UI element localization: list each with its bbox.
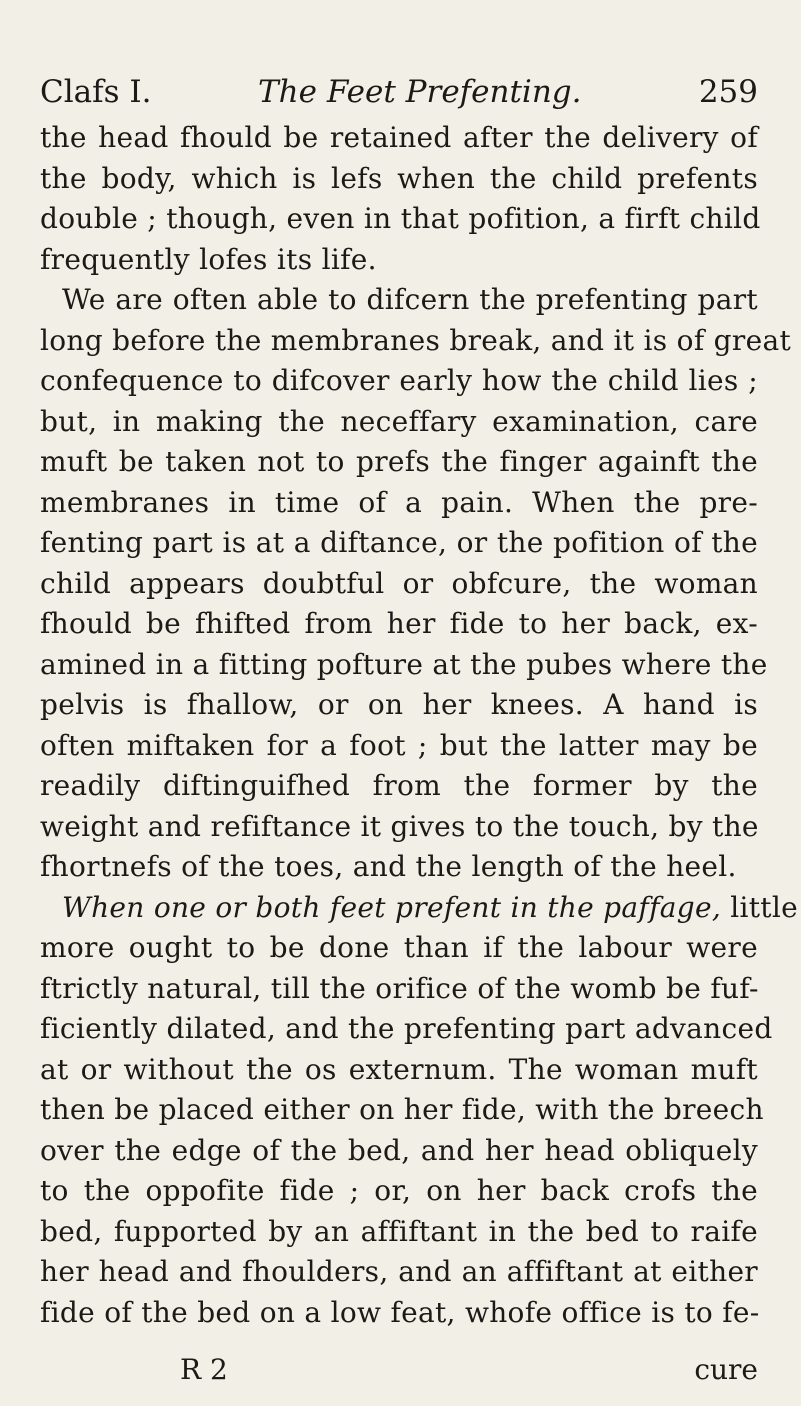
text-line: child appears doubtful or obfcure, the woman — [40, 566, 758, 600]
italic-heading-phrase: When one or both feet prefent in the paffage, — [62, 890, 722, 924]
text-line: the body, which is lefs when the child prefents — [40, 161, 758, 195]
page-footer — [40, 1350, 758, 1390]
text-line: confequence to difcover early how the child lies ; — [40, 364, 758, 397]
running-header — [40, 70, 758, 114]
catchword: cure — [694, 1353, 758, 1386]
text-line: fhould be fhifted from her fide to her back, ex- — [40, 607, 758, 640]
body-text — [40, 118, 798, 1333]
text-line: fhortnefs of the toes, and the length of the heel. — [40, 850, 737, 883]
text-line: frequently lofes its life. — [40, 242, 377, 276]
text-line: but, in making the neceffary examination, care — [40, 404, 758, 438]
text-line: the head fhould be retained after the delivery of — [40, 121, 758, 154]
text-line: double ; though, even in that pofition, a firft child — [40, 202, 761, 235]
text-line: weight and refiftance it gives to the touch, by the — [40, 809, 759, 843]
text-line: fenting part is at a diftance, or the pofition of the — [40, 526, 758, 559]
text-line: ficiently dilated, and the prefenting part advanced — [40, 1012, 773, 1045]
text-line: membranes in time of a pain. When the pre- — [40, 485, 758, 519]
text-line: at or without the os externum. The woman muft — [40, 1052, 758, 1086]
text-line: pelvis is fhallow, or on her knees. A hand is — [40, 688, 758, 721]
text-continuation: little — [721, 890, 798, 924]
text-line: ftrictly natural, till the orifice of the womb be fuf- — [40, 971, 759, 1005]
text-line-italic-lead — [40, 888, 798, 929]
text-line: fide of the bed on a low feat, whofe office is to fe- — [40, 1295, 760, 1329]
header-class-label: Clafs I. — [40, 74, 152, 110]
text-line: her head and fhoulders, and an affiftant at either — [40, 1255, 758, 1288]
page-number: 259 — [698, 74, 758, 110]
text-line: muft be taken not to prefs the finger againft the — [40, 445, 758, 478]
text-line: more ought to be done than if the labour were — [40, 931, 758, 964]
header-title: The Feet Prefenting. — [258, 74, 582, 110]
text-line: amined in a fitting pofture at the pubes where the — [40, 647, 768, 681]
text-line: over the edge of the bed, and her head obliquely — [40, 1133, 758, 1167]
text-line: bed, fupported by an affiftant in the bed to raife — [40, 1214, 758, 1248]
text-line: long before the membranes break, and it is of great — [40, 323, 792, 357]
text-line: often miftaken for a foot ; but the latter may be — [40, 728, 758, 762]
text-line: then be placed either on her fide, with the breech — [40, 1093, 764, 1126]
text-line: to the oppofite fide ; or, on her back crofs the — [40, 1174, 758, 1207]
text-line: We are often able to difcern the prefenting part — [62, 283, 758, 316]
signature-mark: R 2 — [180, 1353, 228, 1386]
text-line: readily diftinguifhed from the former by the — [40, 769, 758, 802]
